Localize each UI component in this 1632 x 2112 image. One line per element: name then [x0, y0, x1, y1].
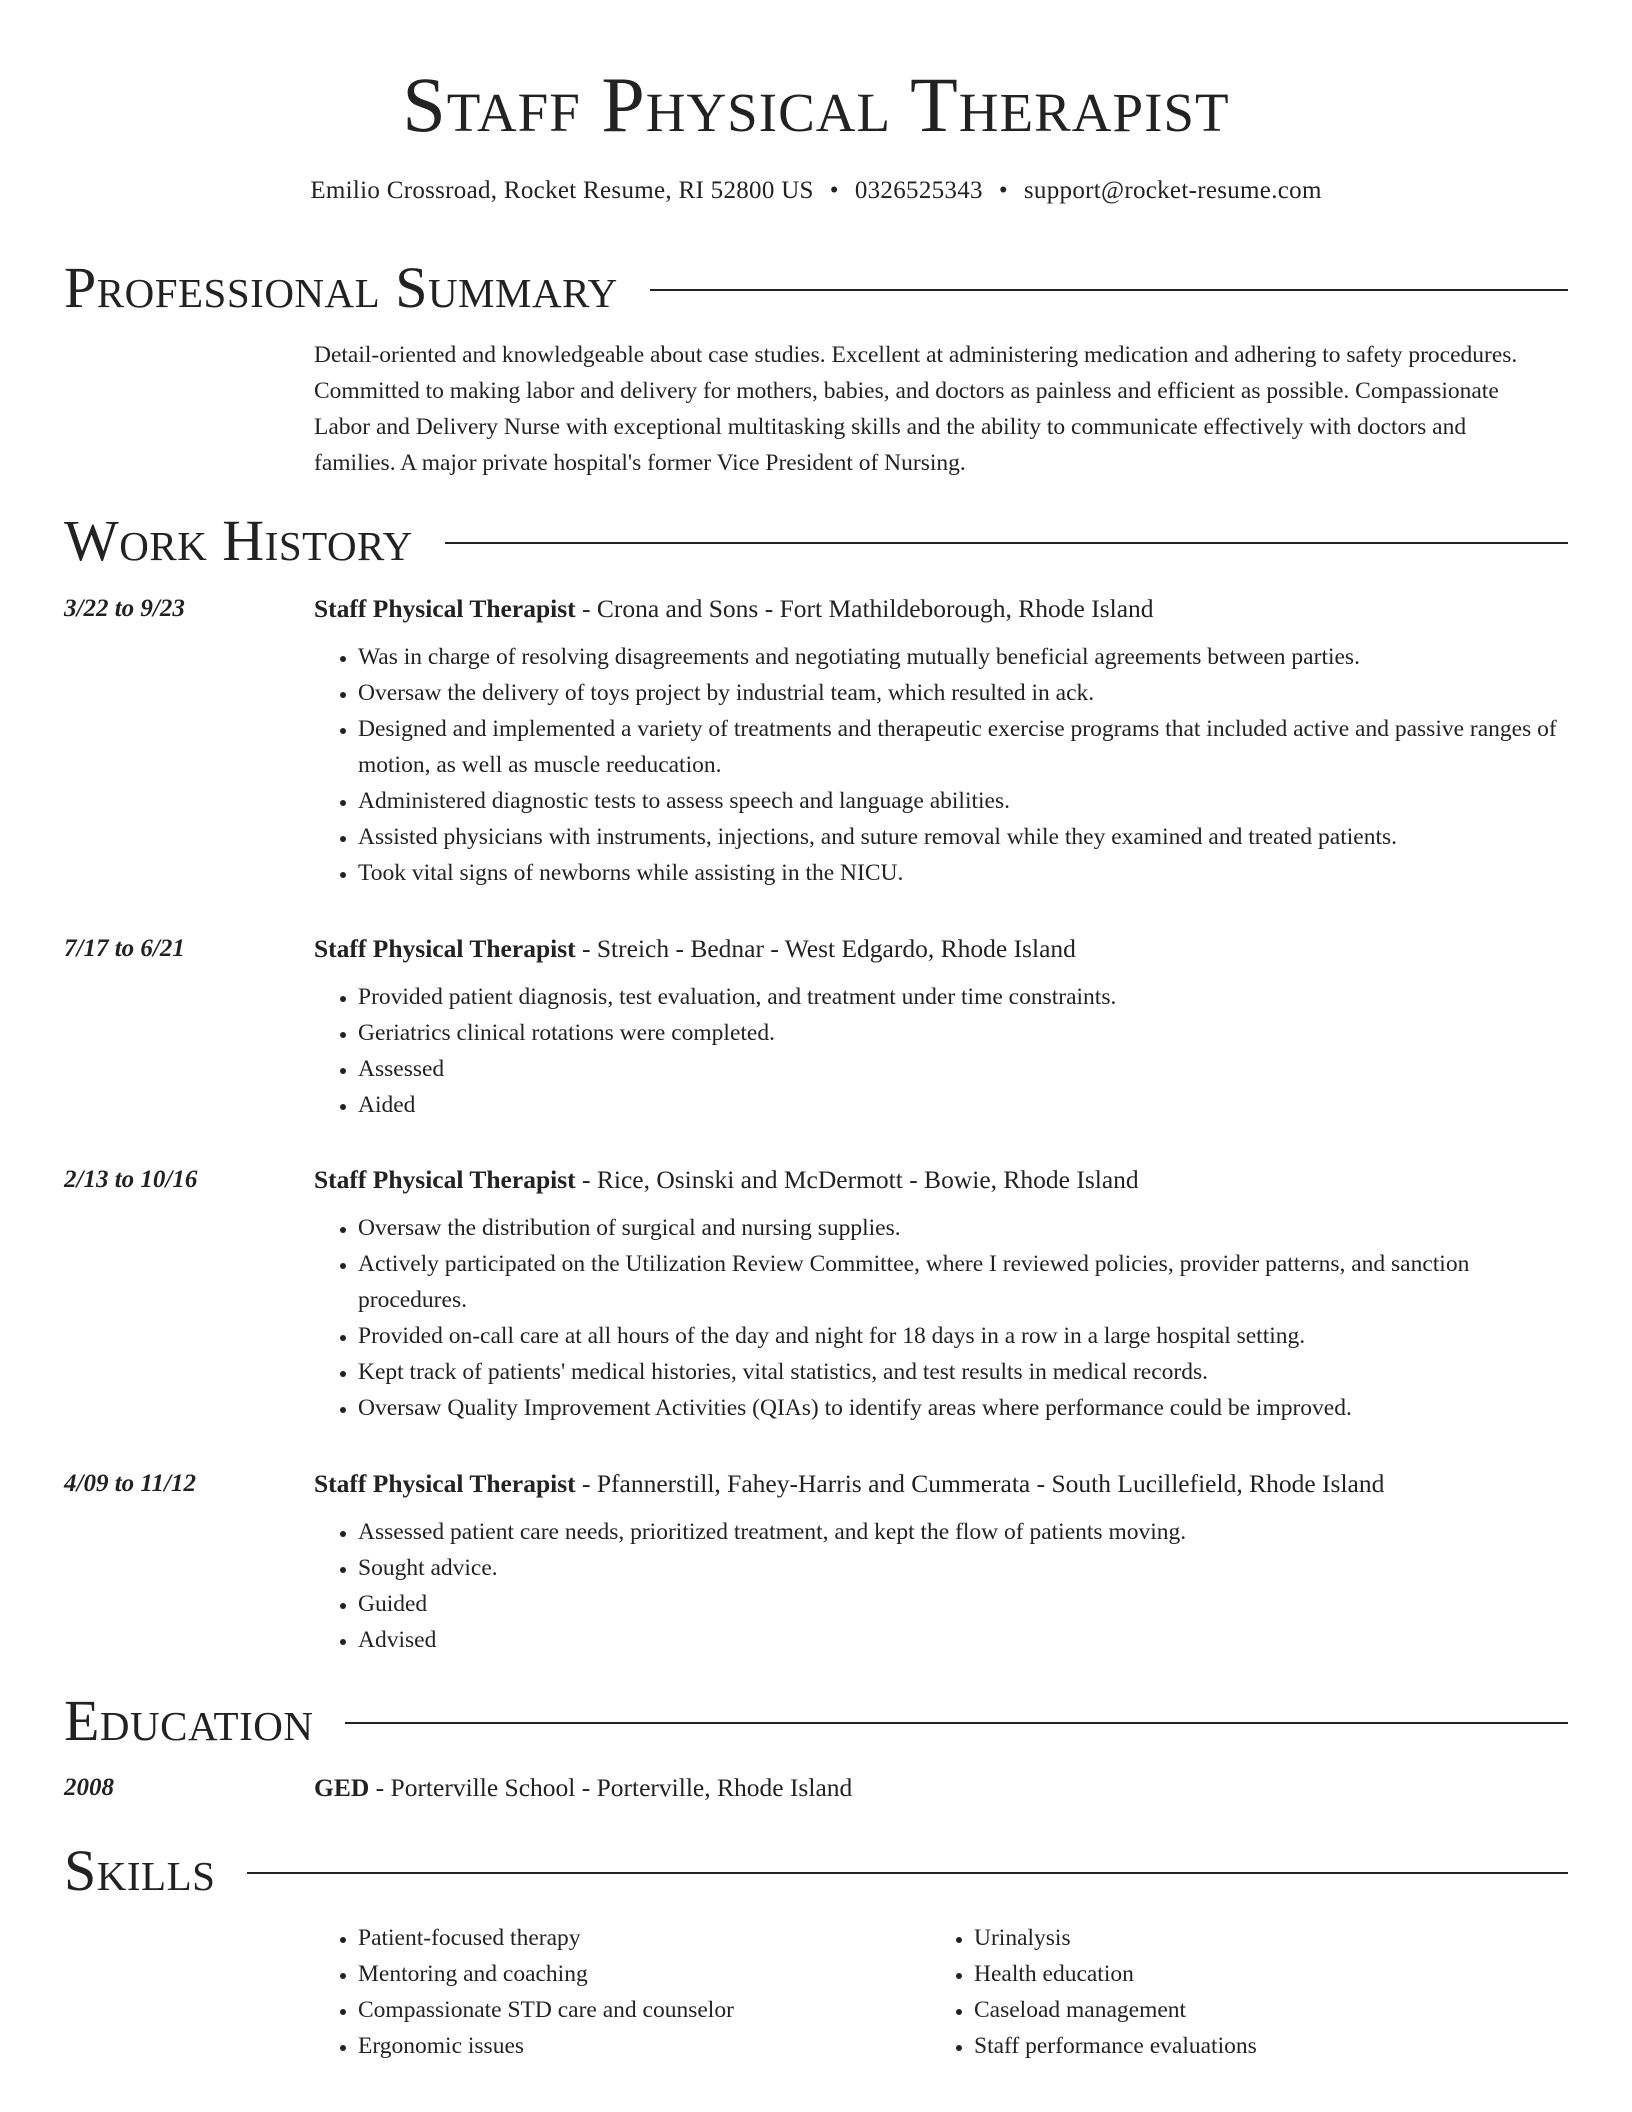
work-bullets — [314, 979, 1568, 1123]
work-bullet: • Kept track of patients' medical histories, vital statistics, and test results in medical records. — [358, 1354, 1568, 1390]
work-title: Staff Physical Therapist — [314, 934, 576, 963]
contact-email: support@rocket-resume.com — [1023, 177, 1322, 204]
work-bullet: • Geriatrics clinical rotations were completed. — [358, 1015, 1568, 1051]
work-title-line — [314, 1466, 1568, 1502]
work-bullet: • Oversaw Quality Improvement Activities (QIAs) to identify areas where performance could be improved. — [358, 1390, 1568, 1426]
education-section-heading — [64, 1686, 1568, 1756]
work-bullet: • Oversaw the distribution of surgical and nursing supplies. — [358, 1210, 1568, 1246]
skill-item: • Urinalysis — [974, 1920, 1574, 1956]
contact-line — [0, 174, 1632, 208]
section-divider — [247, 1872, 1568, 1874]
work-bullet: • Advised — [358, 1622, 1568, 1658]
work-details: - Crona and Sons - Fort Mathildeborough, Rhode Island — [575, 594, 1154, 623]
contact-phone: 0326525343 — [854, 177, 983, 204]
work-bullet: • Assessed patient care needs, prioritized treatment, and kept the flow of patients moving. — [358, 1514, 1568, 1550]
skill-item: • Patient-focused therapy — [358, 1920, 898, 1956]
work-bullet: • Was in charge of resolving disagreements and negotiating mutually beneficial agreements between parties. — [358, 639, 1568, 675]
work-bullet: • Guided — [358, 1586, 1568, 1622]
work-details: - Pfannerstill, Fahey-Harris and Cummerata - South Lucillefield, Rhode Island — [575, 1469, 1385, 1498]
skills-list-left — [314, 1920, 898, 2064]
work-bullets — [314, 1210, 1568, 1426]
work-dates: 2/13 to 10/16 — [64, 1166, 198, 1193]
work-bullet: • Took vital signs of newborns while assisting in the NICU. — [358, 855, 1568, 891]
work-dates: 7/17 to 6/21 — [64, 935, 185, 962]
skill-item: • Health education — [974, 1956, 1574, 1992]
skill-item: • Compassionate STD care and counselor — [358, 1992, 898, 2028]
skill-item: • Ergonomic issues — [358, 2028, 898, 2064]
work-details: - Streich - Bednar - West Edgardo, Rhode Island — [575, 934, 1076, 963]
summary-heading: Professional Summary — [64, 255, 618, 320]
education-year: 2008 — [64, 1774, 114, 1801]
education-degree: GED — [314, 1773, 370, 1802]
resume-name: Staff Physical Therapist — [402, 61, 1230, 148]
contact-separator: • — [998, 177, 1008, 204]
work-bullet: • Sought advice. — [358, 1550, 1568, 1586]
work-bullet: • Assisted physicians with instruments, injections, and suture removal while they examined and treated patients. — [358, 819, 1568, 855]
work-dates: 3/22 to 9/23 — [64, 595, 185, 622]
work-bullets — [314, 639, 1568, 891]
summary-text: Detail-oriented and knowledgeable about case studies. Excellent at administering medication and adhering to safety procedures. Committed to making labor and delivery for mothers, babies, and doctors as painless and efficient as possible. Compassionate Labor and Delivery Nurse with exceptional multitasking skills and the ability to communicate effectively with doctors and families. A major private hospital's former Vice President of Nursing. — [314, 342, 1518, 476]
skill-item: • Mentoring and coaching — [358, 1956, 898, 1992]
work-bullet: • Aided — [358, 1087, 1568, 1123]
work-title-line — [314, 591, 1568, 627]
summary-section-heading — [64, 253, 1568, 323]
work-section-heading — [64, 506, 1568, 576]
section-divider — [445, 542, 1568, 544]
work-details: - Rice, Osinski and McDermott - Bowie, Rhode Island — [575, 1165, 1139, 1194]
work-bullet: • Assessed — [358, 1051, 1568, 1087]
skill-item: • Staff performance evaluations — [974, 2028, 1574, 2064]
work-title: Staff Physical Therapist — [314, 1469, 576, 1498]
work-bullet: • Actively participated on the Utilization Review Committee, where I reviewed policies, provider patterns, and sanction procedures. — [358, 1246, 1568, 1318]
education-details: - Porterville School - Porterville, Rhode Island — [369, 1773, 853, 1802]
work-bullets — [314, 1514, 1568, 1658]
contact-address: Emilio Crossroad, Rocket Resume, RI 52800 US — [310, 177, 814, 204]
work-bullet: • Oversaw the delivery of toys project by industrial team, which resulted in ack. — [358, 675, 1568, 711]
education-title-line — [314, 1770, 1568, 1806]
work-bullet: • Designed and implemented a variety of treatments and therapeutic exercise programs that included active and passive ranges of motion, as well as muscle reeducation. — [358, 711, 1568, 783]
skills-section-heading — [64, 1836, 1568, 1906]
work-bullet: • Administered diagnostic tests to assess speech and language abilities. — [358, 783, 1568, 819]
work-title-line — [314, 931, 1568, 967]
skills-heading: Skills — [64, 1838, 216, 1903]
work-bullet: • Provided on-call care at all hours of the day and night for 18 days in a row in a large hospital setting. — [358, 1318, 1568, 1354]
work-dates: 4/09 to 11/12 — [64, 1470, 196, 1497]
work-heading: Work History — [64, 508, 413, 573]
work-title: Staff Physical Therapist — [314, 594, 576, 623]
work-title: Staff Physical Therapist — [314, 1165, 576, 1194]
skills-list-right — [930, 1920, 1574, 2064]
contact-separator: • — [829, 177, 839, 204]
work-title-line — [314, 1162, 1568, 1198]
section-divider — [345, 1722, 1568, 1724]
section-divider — [650, 289, 1568, 291]
skill-item: • Caseload management — [974, 1992, 1574, 2028]
work-bullet: • Provided patient diagnosis, test evaluation, and treatment under time constraints. — [358, 979, 1568, 1015]
education-heading: Education — [64, 1688, 314, 1753]
